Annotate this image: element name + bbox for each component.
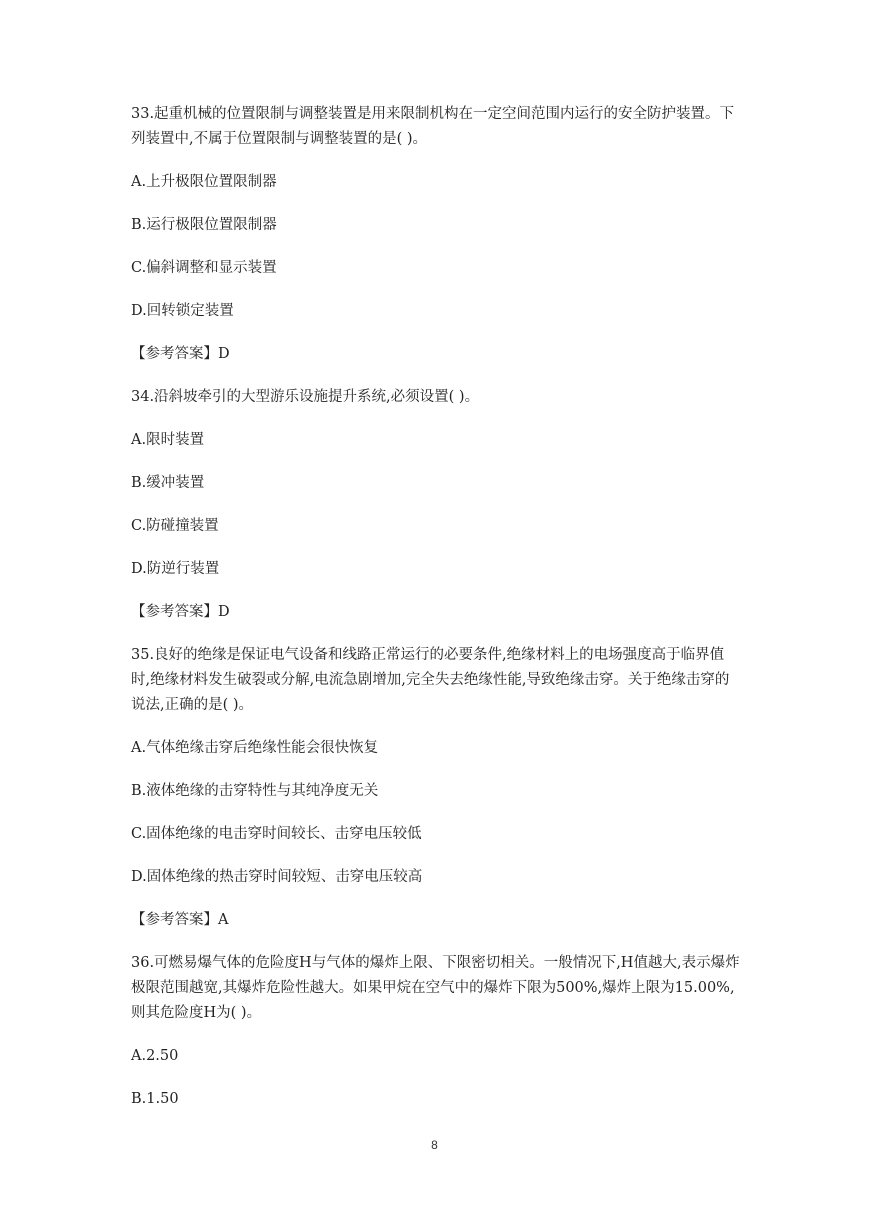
- question-35: [131, 643, 741, 951]
- option-a: A.上升极限位置限制器: [131, 174, 277, 190]
- option-a: A.限时装置: [131, 432, 205, 448]
- option-b: B.1.50: [131, 1091, 179, 1107]
- question-stem: 34.沿斜坡牵引的大型游乐设施提升系统,必须设置( )。: [131, 389, 480, 405]
- option-d: D.回转锁定装置: [131, 303, 234, 319]
- option-c: C.偏斜调整和显示装置: [131, 260, 277, 276]
- question-stem: 36.可燃易爆气体的危险度H与气体的爆炸上限、下限密切相关。一般情况下,H值越大,表示爆炸极限范围越宽,其爆炸危险性越大。如果甲烷在空气中的爆炸下限为500%,爆炸上限为15.00%,则其危险度H为( )。: [131, 955, 740, 1021]
- reference-answer: 【参考答案】D: [131, 604, 230, 620]
- question-36: [131, 951, 741, 1112]
- page-content: [131, 102, 741, 1112]
- question-stem: 33.起重机械的位置限制与调整装置是用来限制机构在一定空间范围内运行的安全防护装置。下列装置中,不属于位置限制与调整装置的是( )。: [131, 106, 735, 147]
- option-c: C.固体绝缘的电击穿时间较长、击穿电压较低: [131, 826, 422, 842]
- reference-answer: 【参考答案】A: [131, 912, 229, 928]
- option-c: C.防碰撞装置: [131, 518, 219, 534]
- question-stem: 35.良好的绝缘是保证电气设备和线路正常运行的必要条件,绝缘材料上的电场强度高于临界值时,绝缘材料发生破裂或分解,电流急剧增加,完全失去绝缘性能,导致绝缘击穿。关于绝缘击穿的说法,正确的是( )。: [131, 647, 730, 713]
- option-b: B.运行极限位置限制器: [131, 217, 277, 233]
- reference-answer: 【参考答案】D: [131, 346, 230, 362]
- option-d: D.固体绝缘的热击穿时间较短、击穿电压较高: [131, 869, 423, 885]
- option-a: A.气体绝缘击穿后绝缘性能会很快恢复: [131, 740, 379, 756]
- option-b: B.液体绝缘的击穿特性与其纯净度无关: [131, 783, 379, 799]
- option-d: D.防逆行装置: [131, 561, 220, 577]
- question-34: [131, 385, 741, 643]
- option-a: A.2.50: [131, 1048, 179, 1064]
- option-b: B.缓冲装置: [131, 475, 205, 491]
- question-33: [131, 102, 741, 385]
- page-number: 8: [431, 1138, 438, 1152]
